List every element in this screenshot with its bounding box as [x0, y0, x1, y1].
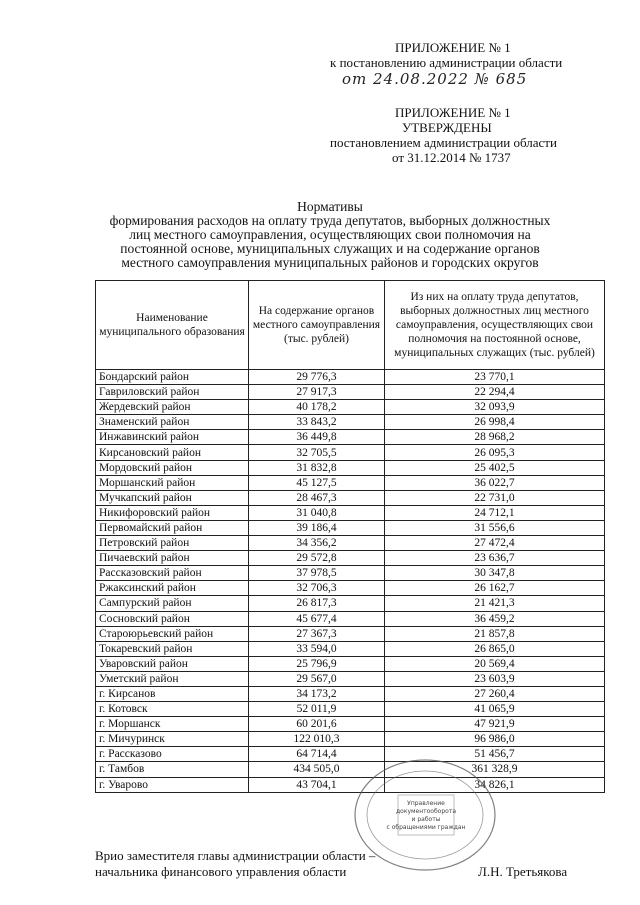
maintenance-amount-cell: 25 796,9 [249, 656, 385, 671]
maintenance-amount-cell: 29 567,0 [249, 671, 385, 686]
handwritten-decree-number: от 24.08.2022 № 685 [342, 70, 528, 88]
salary-amount-cell: 23 603,9 [385, 671, 605, 686]
salary-amount-cell: 41 065,9 [385, 702, 605, 717]
table-row [96, 611, 605, 626]
table-body [96, 370, 605, 793]
salary-amount-cell: 24 712,1 [385, 505, 605, 520]
signatory-name: Л.Н. Третьякова [478, 864, 568, 879]
salary-amount-cell: 23 770,1 [385, 370, 605, 385]
appendix-title-1: ПРИЛОЖЕНИЕ № 1 [395, 40, 511, 55]
column-header-salary: Из них на оплату труда депутатов, выборных должностных лиц местного самоуправления, осуществляющих свои полномочия на постоянной основе, муниципальных служащих (тыс. рублей) [385, 281, 605, 370]
maintenance-amount-cell: 39 186,4 [249, 520, 385, 535]
table-row [96, 385, 605, 400]
municipality-cell: Жердевский район [96, 400, 249, 415]
official-stamp [350, 755, 500, 875]
salary-amount-cell: 30 347,8 [385, 566, 605, 581]
maintenance-amount-cell: 26 817,3 [249, 596, 385, 611]
maintenance-amount-cell: 60 201,6 [249, 717, 385, 732]
salary-amount-cell: 31 556,6 [385, 520, 605, 535]
salary-amount-cell: 28 968,2 [385, 430, 605, 445]
municipality-cell: г. Рассказово [96, 747, 249, 762]
table-row [96, 430, 605, 445]
municipality-cell: Знаменский район [96, 415, 249, 430]
table-header-row [96, 281, 605, 370]
salary-amount-cell: 36 459,2 [385, 611, 605, 626]
municipality-cell: г. Тамбов [96, 762, 249, 777]
svg-text:Управление: Управление [407, 800, 445, 807]
maintenance-amount-cell: 45 677,4 [249, 611, 385, 626]
maintenance-amount-cell: 45 127,5 [249, 475, 385, 490]
document-title-line-4: местного самоуправления муниципальных районов и городских округов [121, 255, 539, 270]
salary-amount-cell: 26 865,0 [385, 641, 605, 656]
municipality-cell: г. Котовск [96, 702, 249, 717]
maintenance-amount-cell: 29 776,3 [249, 370, 385, 385]
municipality-cell: Кирсановский район [96, 445, 249, 460]
table-row [96, 370, 605, 385]
table-row [96, 671, 605, 686]
municipality-cell: г. Мичуринск [96, 732, 249, 747]
approved-label: УТВЕРЖДЕНЫ [402, 120, 492, 135]
appendix-subtitle-1: к постановлению администрации области [330, 55, 563, 70]
maintenance-amount-cell: 32 705,5 [249, 445, 385, 460]
maintenance-amount-cell: 32 706,3 [249, 581, 385, 596]
table-row [96, 581, 605, 596]
maintenance-amount-cell: 43 704,1 [249, 777, 385, 792]
salary-amount-cell: 34 826,1 [385, 777, 605, 792]
salary-amount-cell: 27 260,4 [385, 686, 605, 701]
municipality-cell: Мучкапский район [96, 490, 249, 505]
table-row [96, 551, 605, 566]
salary-amount-cell: 36 022,7 [385, 475, 605, 490]
salary-amount-cell: 32 093,9 [385, 400, 605, 415]
table-row [96, 566, 605, 581]
table-row [96, 656, 605, 671]
maintenance-amount-cell: 31 040,8 [249, 505, 385, 520]
salary-amount-cell: 23 636,7 [385, 551, 605, 566]
maintenance-amount-cell: 40 178,2 [249, 400, 385, 415]
signatory-position-line-2: начальника финансового управления области [95, 864, 347, 879]
table-row [96, 536, 605, 551]
table-row [96, 415, 605, 430]
maintenance-amount-cell: 122 010,3 [249, 732, 385, 747]
municipality-cell: Рассказовский район [96, 566, 249, 581]
table-row [96, 702, 605, 717]
maintenance-amount-cell: 34 356,2 [249, 536, 385, 551]
table-row [96, 490, 605, 505]
maintenance-amount-cell: 31 832,8 [249, 460, 385, 475]
table-row [96, 596, 605, 611]
maintenance-amount-cell: 36 449,8 [249, 430, 385, 445]
table-row [96, 626, 605, 641]
table-row [96, 520, 605, 535]
salary-amount-cell: 26 998,4 [385, 415, 605, 430]
salary-amount-cell: 21 421,3 [385, 596, 605, 611]
table-row [96, 717, 605, 732]
municipality-cell: Староюрьевский район [96, 626, 249, 641]
maintenance-amount-cell: 33 594,0 [249, 641, 385, 656]
svg-text:документооборота: документооборота [396, 808, 456, 815]
salary-amount-cell: 26 095,3 [385, 445, 605, 460]
salary-amount-cell: 22 731,0 [385, 490, 605, 505]
table-row [96, 475, 605, 490]
municipality-cell: Токаревский район [96, 641, 249, 656]
salary-amount-cell: 47 921,9 [385, 717, 605, 732]
table-row [96, 505, 605, 520]
signatory-position-line-1: Врио заместителя главы администрации области – [95, 848, 376, 863]
salary-amount-cell: 27 472,4 [385, 536, 605, 551]
salary-amount-cell: 25 402,5 [385, 460, 605, 475]
municipality-cell: Первомайский район [96, 520, 249, 535]
document-heading: Нормативы [297, 199, 363, 214]
municipality-cell: Моршанский район [96, 475, 249, 490]
svg-text:и работы: и работы [411, 816, 441, 823]
salary-amount-cell: 21 857,8 [385, 626, 605, 641]
column-header-municipality: Наименование муниципального образования [96, 281, 249, 370]
municipality-cell: Инжавинский район [96, 430, 249, 445]
maintenance-amount-cell: 33 843,2 [249, 415, 385, 430]
salary-amount-cell: 20 569,4 [385, 656, 605, 671]
salary-amount-cell: 22 294,4 [385, 385, 605, 400]
table-row [96, 686, 605, 701]
maintenance-amount-cell: 29 572,8 [249, 551, 385, 566]
municipality-cell: Мордовский район [96, 460, 249, 475]
appendix-title-2: ПРИЛОЖЕНИЕ № 1 [395, 105, 511, 120]
salary-amount-cell: 361 328,9 [385, 762, 605, 777]
table-row [96, 732, 605, 747]
table-row [96, 460, 605, 475]
municipality-cell: Бондарский район [96, 370, 249, 385]
approved-decree-date: от 31.12.2014 № 1737 [392, 150, 511, 165]
maintenance-amount-cell: 27 917,3 [249, 385, 385, 400]
salary-amount-cell: 51 456,7 [385, 747, 605, 762]
document-title-line-2: лиц местного самоуправления, осуществляющих свои полномочия на [129, 227, 531, 242]
municipality-cell: Петровский район [96, 536, 249, 551]
municipality-cell: г. Уварово [96, 777, 249, 792]
maintenance-amount-cell: 34 173,2 [249, 686, 385, 701]
maintenance-amount-cell: 52 011,9 [249, 702, 385, 717]
svg-text:с обращениями граждан: с обращениями граждан [386, 824, 466, 831]
maintenance-amount-cell: 37 978,5 [249, 566, 385, 581]
municipality-cell: Пичаевский район [96, 551, 249, 566]
municipality-cell: Уметский район [96, 671, 249, 686]
maintenance-amount-cell: 64 714,4 [249, 747, 385, 762]
document-title-line-3: постоянной основе, муниципальных служащих и на содержание органов [120, 241, 540, 256]
salary-amount-cell: 26 162,7 [385, 581, 605, 596]
municipality-cell: Сосновский район [96, 611, 249, 626]
table-row [96, 400, 605, 415]
table-row [96, 445, 605, 460]
municipality-cell: г. Моршанск [96, 717, 249, 732]
document-title-line-1: формирования расходов на оплату труда депутатов, выборных должностных [109, 213, 551, 228]
maintenance-amount-cell: 27 367,3 [249, 626, 385, 641]
norms-table [95, 280, 605, 793]
maintenance-amount-cell: 434 505,0 [249, 762, 385, 777]
approved-by-label: постановлением администрации области [330, 135, 557, 150]
column-header-maintenance: На содержание органов местного самоуправления (тыс. рублей) [249, 281, 385, 370]
table-row [96, 641, 605, 656]
municipality-cell: Гавриловский район [96, 385, 249, 400]
maintenance-amount-cell: 28 467,3 [249, 490, 385, 505]
municipality-cell: Уваровский район [96, 656, 249, 671]
municipality-cell: г. Кирсанов [96, 686, 249, 701]
municipality-cell: Никифоровский район [96, 505, 249, 520]
municipality-cell: Ржаксинский район [96, 581, 249, 596]
municipality-cell: Сампурский район [96, 596, 249, 611]
salary-amount-cell: 96 986,0 [385, 732, 605, 747]
